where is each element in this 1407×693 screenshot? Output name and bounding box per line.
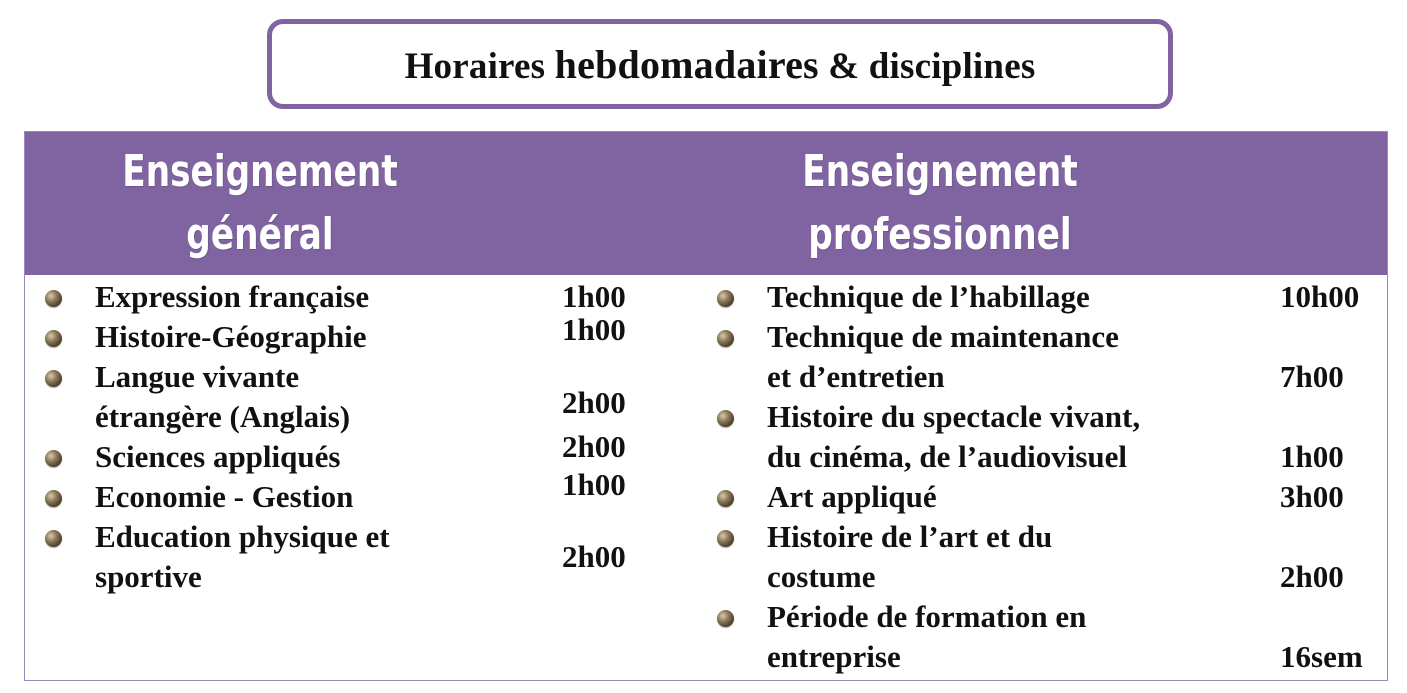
subject-label: Technique de maintenance <box>767 319 1119 354</box>
bullet-icon <box>717 530 734 547</box>
subject-hours: 1h00 <box>562 279 626 314</box>
subject-hours: 7h00 <box>1280 359 1344 394</box>
bullet-icon <box>45 450 62 467</box>
header-professionnel <box>765 140 1116 275</box>
bullet-icon <box>45 370 62 387</box>
subject-label: Expression française <box>95 279 370 314</box>
subject-label: Langue vivante <box>95 359 300 394</box>
bullet-icon <box>717 490 734 507</box>
bullet-icon <box>717 330 734 347</box>
subject-label: étrangère (Anglais) <box>95 399 351 434</box>
schedule-panel <box>24 131 1388 681</box>
header-general <box>108 140 412 275</box>
bullet-icon <box>717 610 734 627</box>
subject-hours: 10h00 <box>1280 279 1360 314</box>
subject-label: Sciences appliqués <box>95 439 341 474</box>
subject-label: Histoire de l’art et du <box>767 519 1053 554</box>
subject-hours: 16sem <box>1280 639 1363 674</box>
title-banner <box>267 19 1173 109</box>
bullet-icon <box>45 330 62 347</box>
subject-label: du cinéma, de l’audiovisuel <box>767 439 1127 474</box>
bullet-icon <box>45 490 62 507</box>
subject-label: Histoire-Géographie <box>95 319 367 354</box>
page-title <box>405 41 1036 88</box>
header-band <box>25 132 1387 275</box>
header-professionnel-line1: Enseignement <box>802 146 1078 197</box>
subject-label: Technique de l’habillage <box>767 279 1090 314</box>
title-part-horaires: Horaires <box>404 45 555 87</box>
header-general-line2: général <box>186 209 334 260</box>
subject-hours: 1h00 <box>562 467 626 502</box>
title-part-disciplines: & disciplines <box>818 45 1036 87</box>
subject-label: Economie - Gestion <box>95 479 354 514</box>
subject-hours: 3h00 <box>1280 479 1344 514</box>
subject-label: et d’entretien <box>767 359 945 394</box>
bullet-icon <box>45 530 62 547</box>
subject-label: Période de formation en <box>767 599 1087 634</box>
title-part-hebdomadaires: hebdomadaires <box>554 41 819 87</box>
subject-label: Art appliqué <box>767 479 937 514</box>
subject-hours: 2h00 <box>562 385 626 420</box>
bullet-icon <box>717 290 734 307</box>
subject-label: entreprise <box>767 639 901 674</box>
subject-hours: 2h00 <box>1280 559 1344 594</box>
subject-hours: 1h00 <box>1280 439 1344 474</box>
subject-hours: 2h00 <box>562 429 626 464</box>
header-general-line1: Enseignement <box>122 146 398 197</box>
header-professionnel-line2: professionnel <box>808 209 1072 260</box>
subject-hours: 2h00 <box>562 539 626 574</box>
bullet-icon <box>717 410 734 427</box>
subject-label: Education physique et <box>95 519 390 554</box>
bullet-icon <box>45 290 62 307</box>
subject-label: Histoire du spectacle vivant, <box>767 399 1141 434</box>
subject-label: costume <box>767 559 876 594</box>
subject-label: sportive <box>95 559 202 594</box>
subject-hours: 1h00 <box>562 312 626 347</box>
